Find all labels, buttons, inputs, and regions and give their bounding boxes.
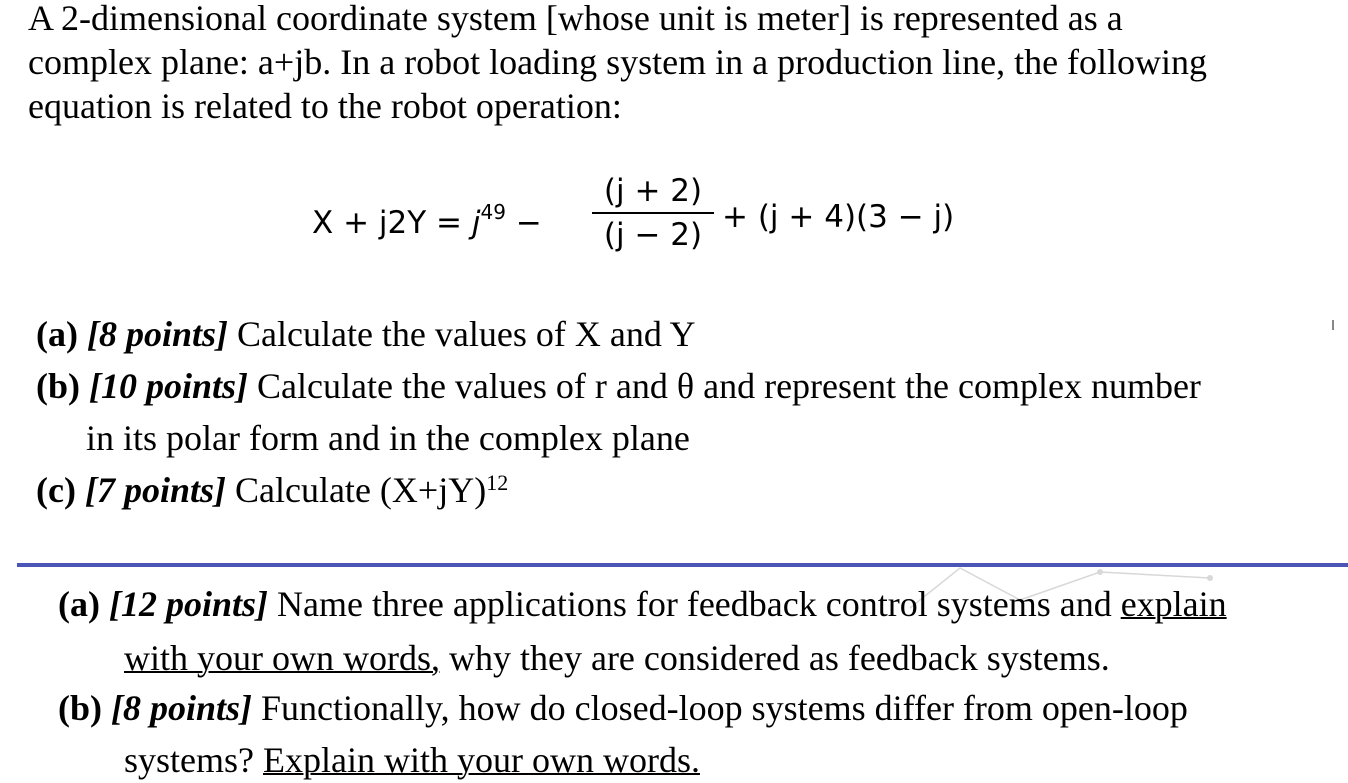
question-points: [12 points] [108,584,268,624]
equation-fraction [592,172,714,254]
underlined-text: explain [1120,584,1227,624]
question-1a [36,316,696,352]
question-label: (a) [36,314,78,354]
equation-rhs: + (j + 4)(3 − j) [722,199,955,235]
intro-line-1: A 2-dimensional coordinate system [whose unit is meter] is represented as a [28,0,1123,38]
question-2b-continuation [124,742,700,778]
question-points: [7 points] [84,470,226,510]
intro-line-3: equation is related to the robot operation: [28,86,622,126]
question-2a-continuation [124,640,1110,676]
question-label: (b) [36,366,80,406]
question-exponent: 12 [486,470,509,495]
fraction-bar [592,212,714,214]
question-2b [58,690,1188,726]
equation-power-base: j [471,205,481,241]
intro-line-2: complex plane: a+jb. In a robot loading system in a production line, the following [28,42,1208,82]
stray-mark [1332,320,1334,330]
question-points: [8 points] [86,314,228,354]
question-points: [10 points] [89,366,249,406]
question-1c [36,472,508,508]
question-text: systems? [124,740,254,780]
underlined-text: Explain with your own words. [263,740,700,780]
equation-lhs [312,202,542,239]
equation-power-exponent: 49 [480,200,506,224]
underlined-text: with your own words, [124,638,440,678]
equation-minus: − [515,205,542,241]
question-label: (c) [36,470,76,510]
equation-lhs-text: X + j2Y = [312,205,463,241]
question-text: Name three applications for feedback control systems and [277,584,1112,624]
question-text: Calculate (X+jY) [234,470,487,510]
question-1b-continuation: in its polar form and in the complex plane [86,418,690,458]
question-text: Calculate the values of r and θ and represent the complex number [257,366,1201,406]
equation-denominator: (j − 2) [603,217,703,253]
question-2a [58,586,1227,622]
question-text: Calculate the values of X and Y [237,314,696,354]
equation-numerator: (j + 2) [603,173,703,209]
question-1b [36,368,1201,404]
question-points: [8 points] [111,688,253,728]
question-text: why they are considered as feedback systems. [448,638,1110,678]
question-label: (b) [58,688,102,728]
question-text: Functionally, how do closed-loop systems differ from open-loop [261,688,1188,728]
question-label: (a) [58,584,100,624]
